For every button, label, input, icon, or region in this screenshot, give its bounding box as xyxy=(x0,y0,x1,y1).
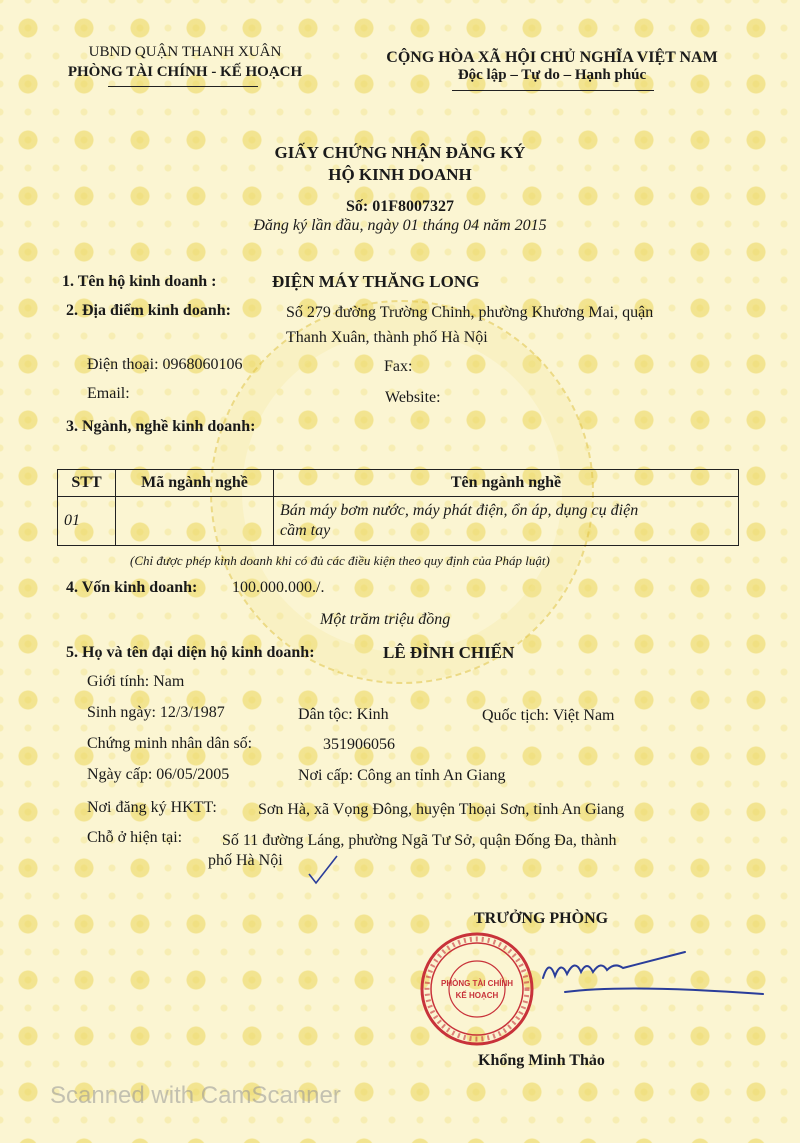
phone-field: Điện thoại: 0968060106 xyxy=(87,356,243,373)
representative-label: 5. Họ và tên đại diện hộ kinh doanh: xyxy=(66,644,315,661)
gender-field: Giới tính: Nam xyxy=(87,673,185,690)
email-field: Email: xyxy=(87,385,130,402)
business-lines-label: 3. Ngành, nghề kinh doanh: xyxy=(66,418,256,435)
column-header-code: Mã ngành nghề xyxy=(116,470,274,497)
hktt-label: Nơi đăng ký HKTT: xyxy=(87,799,217,816)
header-left-underline xyxy=(108,86,258,87)
svg-text:KẾ HOẠCH: KẾ HOẠCH xyxy=(455,991,499,1000)
row-trade-name xyxy=(274,497,739,546)
website-field: Website: xyxy=(385,389,441,406)
signer-position: TRƯỞNG PHÒNG xyxy=(474,910,609,927)
business-name-value: ĐIỆN MÁY THĂNG LONG xyxy=(272,272,480,291)
legal-note: (Chỉ được phép kinh doanh khi có đủ các điều kiện theo quy định của Pháp luật) xyxy=(130,553,550,568)
business-address-line1: Số 279 đường Trường Chinh, phường Khương Mai, quận xyxy=(286,304,654,321)
svg-text:PHÒNG TÀI CHÍNH: PHÒNG TÀI CHÍNH xyxy=(441,979,513,988)
official-stamp-icon xyxy=(418,930,536,1048)
residence-line1: Số 11 đường Láng, phường Ngã Tư Sở, quận Đống Đa, thành xyxy=(222,832,617,849)
header-right-underline xyxy=(452,90,654,91)
document-subtitle: HỘ KINH DOANH xyxy=(328,165,472,184)
issue-place-field: Nơi cấp: Công an tỉnh An Giang xyxy=(298,767,506,784)
table-header-row xyxy=(58,470,739,497)
scanner-watermark: Scanned with CamScanner xyxy=(50,1082,341,1109)
national-motto: Độc lập – Tự do – Hạnh phúc xyxy=(457,67,647,83)
capital-value: 100.000.000./. xyxy=(232,579,325,596)
row-trade-name-line1: Bán máy bơm nước, máy phát điện, ổn áp, dụng cụ điện xyxy=(280,502,639,519)
fax-field: Fax: xyxy=(384,358,413,375)
issuer-department: PHÒNG TÀI CHÍNH - KẾ HOẠCH xyxy=(67,64,303,80)
column-header-name: Tên ngành nghề xyxy=(274,470,739,497)
table-row xyxy=(58,497,739,546)
business-address-line2: Thanh Xuân, thành phố Hà Nội xyxy=(286,329,488,346)
row-trade-name-line2: cầm tay xyxy=(280,522,331,539)
hktt-value: Sơn Hà, xã Vọng Đông, huyện Thoại Sơn, tỉnh An Giang xyxy=(258,801,625,818)
signer-name: Khổng Minh Thảo xyxy=(478,1052,605,1069)
capital-label: 4. Vốn kinh doanh: xyxy=(66,579,198,596)
issuer-authority: UBND QUẬN THANH XUÂN xyxy=(88,44,282,60)
row-stt: 01 xyxy=(58,497,116,546)
registration-date: Đăng ký lần đầu, ngày 01 tháng 04 năm 2015 xyxy=(253,217,547,234)
capital-in-words: Một trăm triệu đồng xyxy=(320,611,451,628)
row-code xyxy=(116,497,274,546)
national-title: CỘNG HÒA XÃ HỘI CHỦ NGHĨA VIỆT NAM xyxy=(386,49,718,66)
issue-date-field: Ngày cấp: 06/05/2005 xyxy=(87,766,230,783)
check-mark-icon xyxy=(303,850,343,890)
residence-label: Chỗ ở hiện tại: xyxy=(87,829,183,846)
ethnicity-field: Dân tộc: Kinh xyxy=(298,706,389,723)
certificate-number: Số: 01F8007327 xyxy=(346,198,454,215)
handwritten-signature-icon xyxy=(535,938,765,1008)
document-title: GIẤY CHỨNG NHẬN ĐĂNG KÝ xyxy=(274,143,526,162)
dob-field: Sinh ngày: 12/3/1987 xyxy=(87,704,225,721)
business-lines-table xyxy=(57,469,739,546)
residence-line2: phố Hà Nội xyxy=(208,852,283,869)
representative-name: LÊ ĐÌNH CHIẾN xyxy=(383,643,515,662)
nationality-field: Quốc tịch: Việt Nam xyxy=(482,707,615,724)
business-name-label: 1. Tên hộ kinh doanh : xyxy=(62,273,217,290)
id-number-value: 351906056 xyxy=(323,736,395,753)
id-number-label: Chứng minh nhân dân số: xyxy=(87,735,253,752)
business-location-label: 2. Địa điểm kinh doanh: xyxy=(66,302,231,319)
column-header-stt: STT xyxy=(58,470,116,497)
